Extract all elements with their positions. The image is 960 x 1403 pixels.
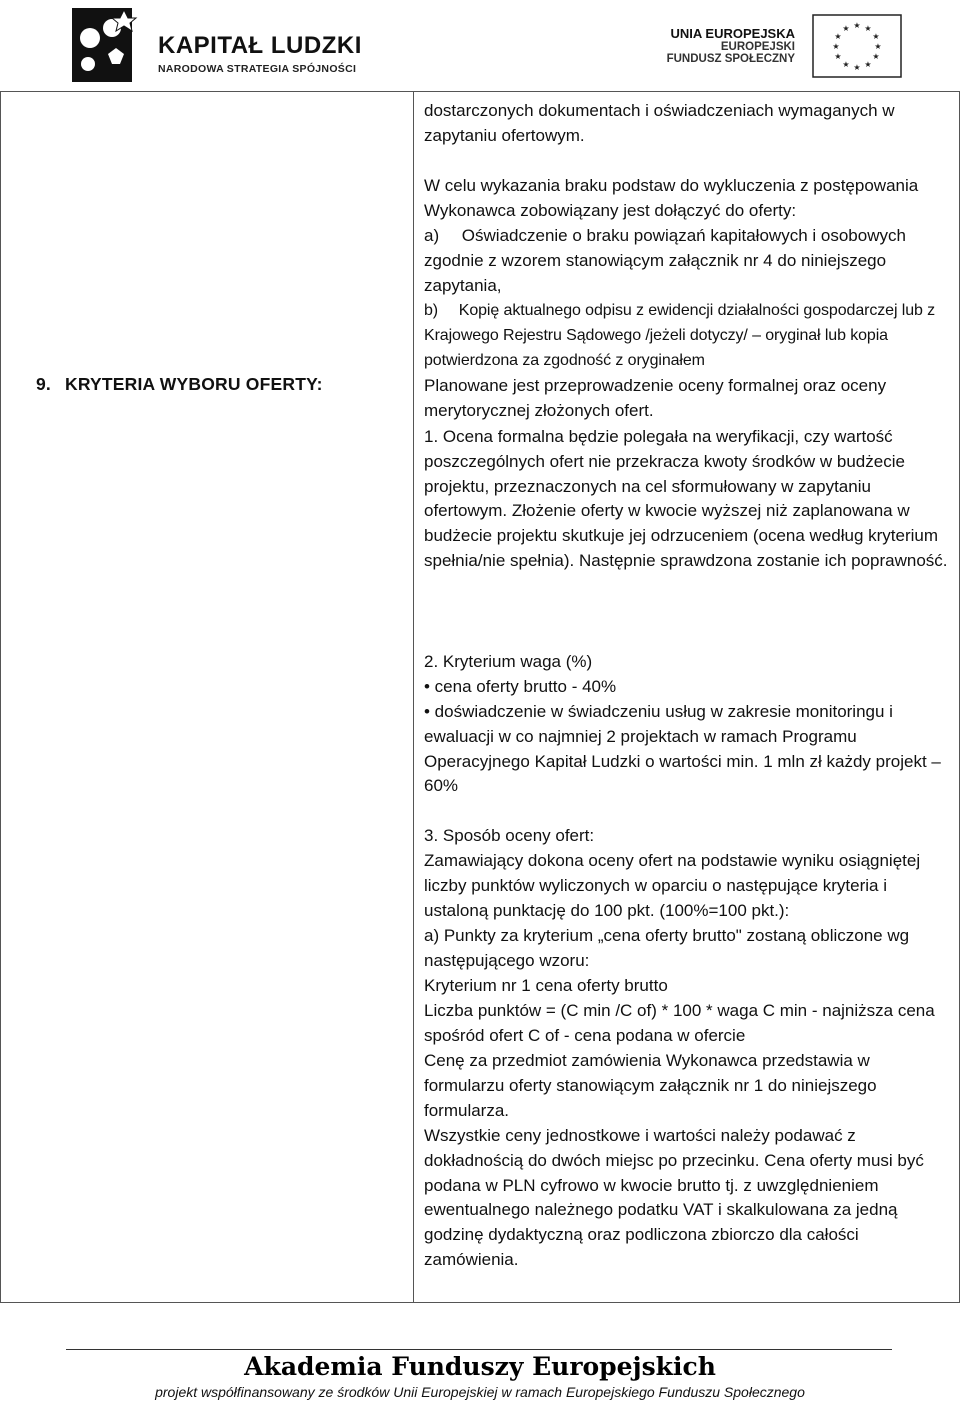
section-heading	[36, 374, 323, 395]
list-item-experience: • doświadczenie w świadczeniu usług w zakresie monitoringu i ewaluacji w co najmniej 2 projektach w ramach Programu Operacyjnego Kapitał Ludzki o wartości min. 1 mln zł każdy projekt – 60%	[424, 702, 946, 796]
footer-subtitle: projekt współfinansowany ze środków Unii Europejskiej w ramach Europejskiego Funduszu Społecznego	[155, 1384, 805, 1400]
paragraph-formal-evaluation: 1. Ocena formalna będzie polegała na weryfikacji, czy wartość poszczególnych ofert nie przekracza kwoty środków w budżecie projektu, przeznaczonych na cel sformułowany w zapytaniu ofertowym. Złożenie oferty w kwocie wyższej niż zaplanowana w budżecie projektu skutkuje jej odrzuceniem (ocena według kryterium spełnia/nie spełnia). Następnie sprawdzona zostanie ich poprawność.	[424, 427, 948, 570]
footer-rule	[66, 1349, 892, 1350]
paragraph-formula: Liczba punktów = (C min /C of) * 100 * waga C min - najniższa cena spośród ofert C of - cena podana w ofercie	[424, 1001, 940, 1045]
column-divider	[413, 91, 414, 1302]
paragraph-price-form: Cenę za przedmiot zamówienia Wykonawca przedstawia w formularzu oferty stanowiącym załącznik nr 1 do niniejszego formularza.	[424, 1051, 882, 1120]
kapital-ludzki-logo	[68, 6, 140, 84]
svg-text:★: ★	[874, 42, 882, 51]
paragraph-statement-a: a) Oświadczenie o braku powiązań kapitałowych i osobowych zgodnie z wzorem stanowiącym załącznik nr 4 do niniejszego zapytania,	[424, 226, 911, 295]
svg-text:★: ★	[834, 52, 842, 61]
paragraph-method-description: Zamawiający dokona oceny ofert na podstawie wyniku osiągniętej liczby punktów wyliczonych w oparciu o następujące kryteria i ustaloną punktację do 100 pkt. (100%=100 pkt.):	[424, 851, 925, 920]
section-title: KRYTERIA WYBORU OFERTY:	[65, 374, 323, 394]
svg-text:★: ★	[842, 24, 850, 33]
paragraph-exclusion-intro: W celu wykazania braku podstaw do wykluczenia z postępowania Wykonawca zobowiązany jest dołączyć do oferty:	[424, 176, 923, 220]
paragraph-evaluation-plan: Planowane jest przeprowadzenie oceny formalnej oraz oceny merytorycznej złożonych ofert.	[424, 376, 891, 420]
svg-text:★: ★	[842, 60, 850, 69]
paragraph-method-heading: 3. Sposób oceny ofert:	[424, 826, 595, 845]
paragraph-criteria-weight: 2. Kryterium waga (%)	[424, 652, 593, 671]
paragraph-price-precision: Wszystkie ceny jednostkowe i wartości należy podawać z dokładnością do dwóch miejsc po przecinku. Cena oferty musi być podana w PLN cyfrowo w kwocie brutto tj. z uwzględnieniem ewentualnego należnego podatku VAT i skalkulowana za jedną godzinę dydaktyczną oraz podliczona zbiorczo dla całości zamówienia.	[424, 1126, 929, 1269]
svg-text:★: ★	[872, 32, 880, 41]
paragraph-price-points: a) Punkty za kryterium „cena oferty brutto" zostaną obliczone wg następującego wzoru:	[424, 926, 914, 970]
esf-line1: EUROPEJSKI	[720, 41, 795, 53]
kapital-ludzki-name: KAPITAŁ LUDZKI	[158, 32, 362, 59]
eu-name: UNIA EUROPEJSKA	[670, 26, 795, 41]
paragraph-continued: dostarczonych dokumentach i oświadczeniach wymaganych w zapytaniu ofertowym.	[424, 101, 900, 145]
footer-title: Akademia Funduszy Europejskich	[244, 1352, 716, 1381]
svg-text:★: ★	[834, 32, 842, 41]
svg-text:★: ★	[853, 63, 861, 72]
section-number: 9.	[36, 374, 51, 394]
paragraph-statement-b: b) Kopię aktualnego odpisu z ewidencji działalności gospodarczej lub z Krajowego Rejestru Sądowego /jeżeli dotyczy/ – oryginał lub kopia potwierdzona za zgodność z oryginałem	[424, 302, 940, 369]
page-header	[0, 0, 960, 92]
eu-flag-icon	[812, 14, 902, 78]
svg-text:★: ★	[872, 52, 880, 61]
paragraph-criterion-1: Kryterium nr 1 cena oferty brutto	[424, 976, 668, 995]
svg-text:★: ★	[853, 21, 861, 30]
list-item-price: • cena oferty brutto - 40%	[424, 677, 617, 696]
svg-text:★: ★	[864, 24, 872, 33]
svg-text:★: ★	[864, 60, 872, 69]
eu-text-block	[650, 26, 795, 65]
kapital-ludzki-subtitle: NARODOWA STRATEGIA SPÓJNOŚCI	[158, 63, 357, 75]
esf-line2: FUNDUSZ SPOŁECZNY	[666, 53, 795, 65]
svg-text:★: ★	[832, 42, 840, 51]
